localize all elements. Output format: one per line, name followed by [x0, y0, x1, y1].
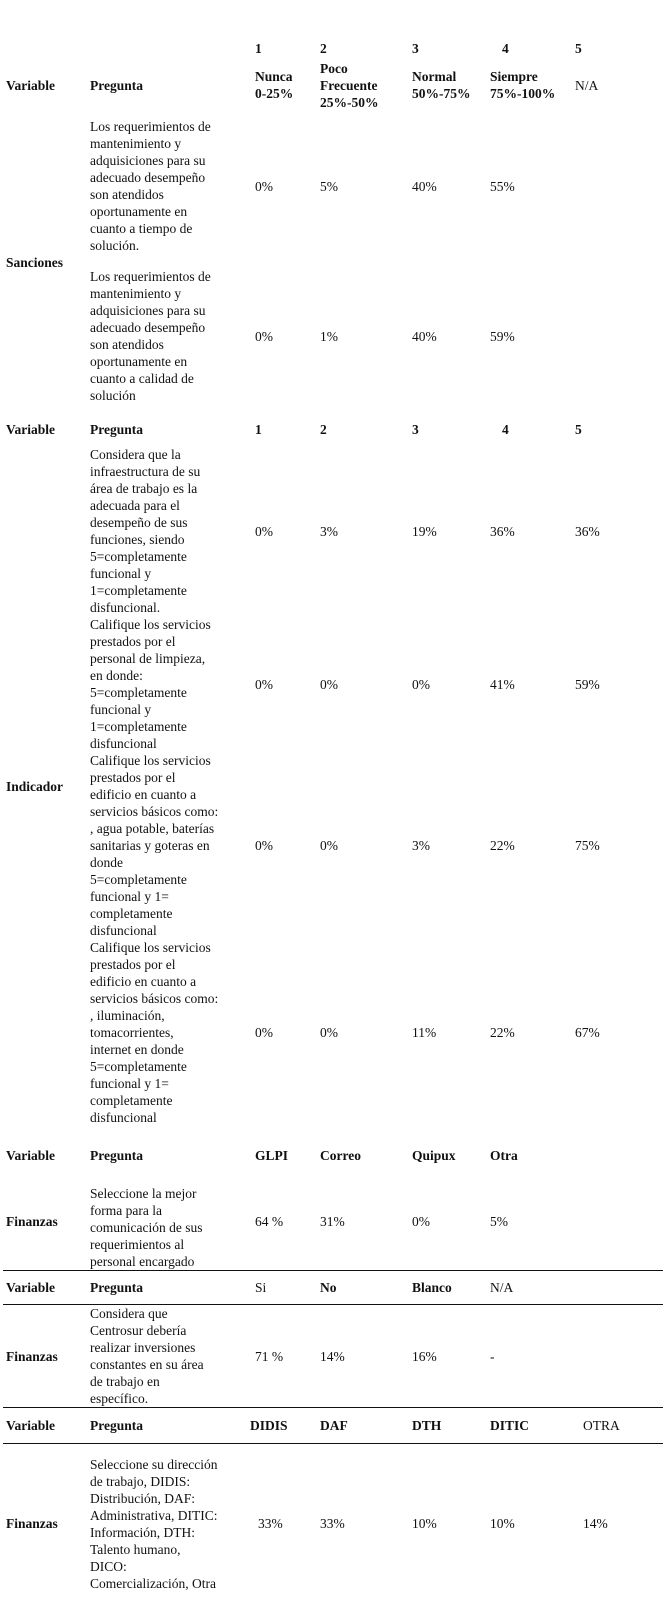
header-col: 5: [575, 421, 582, 437]
value-cell: 59%: [490, 328, 515, 344]
header-col: OTRA: [583, 1418, 620, 1433]
header-col: Quipux: [412, 1147, 456, 1163]
value-cell: 0%: [320, 1025, 338, 1040]
value-cell: 71 %: [255, 1348, 284, 1364]
question-cell: Seleccione su dirección de trabajo, DIDIS: Distribución, DAF: Administrativa, DITIC: Información, DTH: Talento humano, DICO: Comercialización, Otra: [90, 1456, 218, 1591]
header-col: DITIC: [490, 1418, 530, 1433]
scale-number: 5: [575, 41, 582, 56]
value-cell: 16%: [412, 1348, 437, 1364]
header-col: Poco Frecuente 25%-50%: [320, 60, 379, 110]
header-pregunta: Pregunta: [90, 1147, 143, 1163]
header-col: 3: [412, 421, 419, 437]
question-cell: Considera que Centrosur debería realizar inversiones constantes en su área de trabajo en específico.: [90, 1306, 204, 1406]
value-cell: 10%: [490, 1516, 515, 1532]
value-cell: 33%: [258, 1516, 283, 1532]
value-cell: 10%: [412, 1516, 437, 1532]
comunicacion-table: [3, 1138, 663, 1270]
value-cell: 40%: [412, 178, 437, 194]
value-cell: 14%: [583, 1516, 608, 1532]
question-cell: Califique los servicios prestados por el edificio en cuanto a servicios básicos como: , iluminación, tomacorrientes, internet en donde 5=completamente funcional y 1= completamente disfuncional: [90, 940, 219, 1125]
value-cell: 19%: [412, 523, 437, 539]
header-col: Correo: [320, 1147, 361, 1163]
direccion-table: [3, 1407, 663, 1604]
value-cell: 5%: [490, 1213, 508, 1229]
table-row: [3, 1305, 663, 1408]
value-cell: 0%: [255, 523, 273, 539]
scale-number: 4: [502, 41, 509, 56]
header-col: [575, 1271, 663, 1305]
value-cell: 0%: [255, 328, 273, 344]
variable-cell: Sanciones: [6, 254, 64, 270]
header-variable: Variable: [6, 421, 56, 437]
value-cell: 41%: [490, 676, 515, 692]
table-row: [3, 112, 663, 260]
header-col: 1: [255, 421, 262, 437]
value-cell: 11%: [412, 1025, 437, 1040]
header-col: No: [320, 1280, 337, 1295]
value-cell: 0%: [320, 676, 338, 692]
question-cell: Seleccione la mejor forma para la comunicación de sus requerimientos al personal encargado: [90, 1186, 203, 1269]
value-cell: [575, 1172, 663, 1270]
value-cell: 3%: [320, 523, 338, 539]
header-col: DTH: [412, 1418, 442, 1433]
value-cell: 22%: [490, 1025, 515, 1040]
value-cell: [575, 112, 663, 260]
value-cell: 40%: [412, 328, 437, 344]
value-cell: 0%: [412, 676, 430, 692]
question-cell: Califique los servicios prestados por el edificio en cuanto a servicios básicos como: , agua potable, baterías sanitarias y goteras en donde 5=completamente funcional y 1= completamente disfuncional: [90, 753, 219, 938]
value-cell: 55%: [490, 178, 515, 194]
table-row: [3, 1172, 663, 1270]
table-row: [3, 939, 663, 1126]
value-cell: 0%: [255, 178, 273, 194]
variable-cell: Finanzas: [6, 1516, 58, 1532]
header-col: [575, 1138, 663, 1172]
header-col: N/A: [490, 1280, 514, 1295]
header-variable: Variable: [6, 77, 56, 93]
scale-number: 3: [412, 41, 419, 56]
value-cell: 33%: [320, 1516, 345, 1532]
indicador-table: [3, 412, 663, 1126]
table-row: [3, 260, 663, 412]
inversiones-table: [3, 1270, 663, 1407]
question-cell: Califique los servicios prestados por el personal de limpieza, en donde: 5=completamente funcional y 1=completamente disfuncional: [90, 617, 211, 751]
header-col: Siempre 75%-100%: [490, 69, 556, 101]
value-cell: 3%: [412, 838, 430, 853]
value-cell: 0%: [412, 1213, 430, 1229]
value-cell: 75%: [575, 838, 600, 853]
table-row: [3, 446, 663, 616]
value-cell: 0%: [255, 1025, 273, 1040]
value-cell: 0%: [255, 838, 273, 853]
header-col: N/A: [575, 77, 599, 93]
table-row: [3, 1444, 663, 1604]
value-cell: 36%: [575, 523, 600, 539]
header-pregunta: Pregunta: [90, 421, 143, 437]
value-cell: 5%: [320, 178, 338, 194]
header-col: Blanco: [412, 1280, 452, 1295]
scale-number: 2: [320, 41, 327, 56]
value-cell: 36%: [490, 523, 515, 539]
header-col: 4: [502, 421, 509, 437]
value-cell: 1%: [320, 328, 338, 344]
header-col: GLPI: [255, 1147, 289, 1163]
header-col: Normal 50%-75%: [412, 69, 471, 101]
value-cell: 59%: [575, 676, 600, 692]
header-col: DIDIS: [250, 1418, 288, 1433]
header-col: Nunca 0-25%: [255, 69, 294, 101]
question-cell: Los requerimientos de mantenimiento y adquisiciones para su adecuado desempeño son atendidos oportunamente en cuanto a calidad de solución: [90, 269, 211, 403]
header-variable: Variable: [6, 1418, 56, 1433]
table-row: [3, 616, 663, 752]
sanciones-table: [3, 40, 663, 412]
value-cell: 31%: [320, 1213, 345, 1229]
header-col: DAF: [320, 1418, 348, 1433]
value-cell: 22%: [490, 838, 515, 853]
header-variable: Variable: [6, 1280, 56, 1295]
value-cell: 67%: [575, 1025, 600, 1040]
value-cell: -: [490, 1348, 495, 1364]
header-col: Otra: [490, 1147, 518, 1163]
scale-number: 1: [255, 41, 262, 56]
value-cell: 0%: [255, 676, 273, 692]
header-pregunta: Pregunta: [90, 77, 143, 93]
question-cell: Considera que la infraestructura de su área de trabajo es la adecuada para el desempeño de sus funciones, siendo 5=completamente funcional y 1=completamente disfuncional.: [90, 447, 201, 615]
header-pregunta: Pregunta: [90, 1418, 143, 1433]
value-cell: [575, 1305, 663, 1408]
header-col: 2: [320, 421, 327, 437]
value-cell: 0%: [320, 838, 338, 853]
value-cell: 14%: [320, 1348, 345, 1364]
table-row: [3, 752, 663, 939]
value-cell: [575, 260, 663, 412]
header-variable: Variable: [6, 1147, 56, 1163]
header-pregunta: Pregunta: [90, 1280, 143, 1295]
variable-cell: Finanzas: [6, 1348, 58, 1364]
variable-cell: Finanzas: [6, 1213, 58, 1229]
header-col: Si: [255, 1280, 267, 1295]
value-cell: 64 %: [255, 1213, 284, 1229]
variable-cell: Indicador: [6, 778, 64, 794]
question-cell: Los requerimientos de mantenimiento y adquisiciones para su adecuado desempeño son atendidos oportunamente en cuanto a tiempo de solución.: [90, 119, 211, 253]
